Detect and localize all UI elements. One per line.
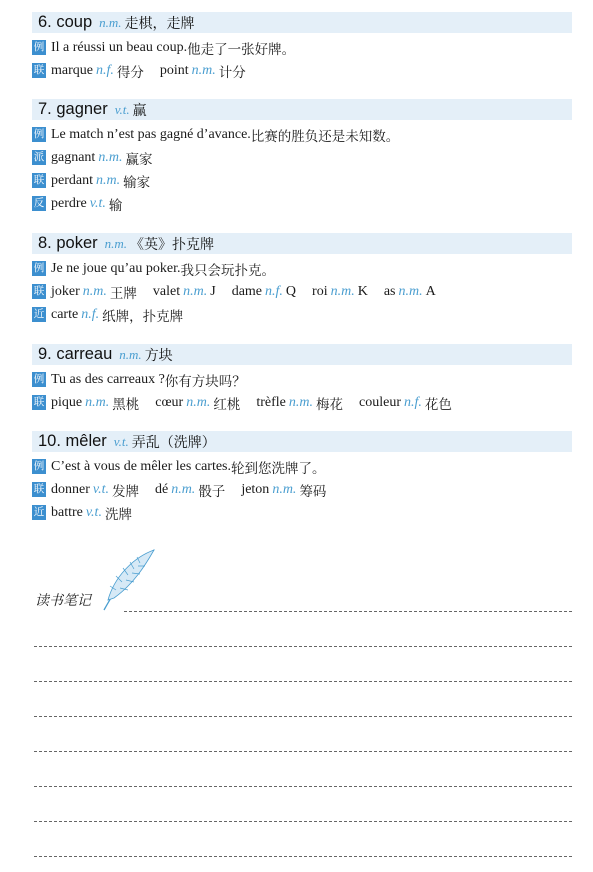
note-line <box>34 751 572 752</box>
chinese-text: 你有方块吗？ <box>164 373 246 390</box>
note-line <box>34 786 572 787</box>
part-of-speech: v.t. <box>85 504 102 520</box>
vocab-entry <box>32 12 572 82</box>
french-text: Tu as des carreaux ? <box>51 371 165 387</box>
french-text: carte <box>51 306 79 322</box>
part-of-speech: n.m. <box>95 172 121 188</box>
entry-line <box>32 478 572 501</box>
french-text: Le match n’est pas gagné d’avance. <box>51 126 251 142</box>
translation: 走棋，走牌 <box>124 15 195 32</box>
part-of-speech: n.m. <box>398 283 423 299</box>
part-of-speech: n.m. <box>330 283 355 299</box>
part-of-speech: n.m. <box>119 346 142 362</box>
line-badge: 例 <box>33 373 45 385</box>
part-of-speech: n.m. <box>98 149 123 165</box>
headword: 9. carreau <box>38 345 113 363</box>
chinese-text: 轮到您洗牌了。 <box>231 460 326 477</box>
chinese-text: 花色 <box>424 396 452 413</box>
note-line <box>34 646 572 647</box>
chinese-text: 输 <box>108 197 123 214</box>
headword: 6. coup <box>38 13 93 31</box>
note-line <box>34 681 572 682</box>
note-line <box>34 716 572 717</box>
part-of-speech: v.t. <box>114 101 130 117</box>
note-line <box>124 611 572 612</box>
french-text: trèfle <box>256 394 286 410</box>
feather-icon <box>98 548 158 612</box>
part-of-speech: n.f. <box>265 283 283 299</box>
part-of-speech: n.m. <box>82 283 107 299</box>
french-text: point <box>159 62 189 78</box>
translation: 弄乱（洗牌） <box>131 434 216 451</box>
entry-line <box>32 257 572 280</box>
entry-line <box>32 501 572 524</box>
translation: 《英》扑克牌 <box>130 236 215 253</box>
french-text: J <box>210 283 216 299</box>
french-text: donner <box>51 481 90 497</box>
french-text: battre <box>51 504 83 520</box>
chinese-text: 梅花 <box>316 396 344 413</box>
entry-line <box>32 146 572 169</box>
chinese-text: 得分 <box>116 64 144 81</box>
chinese-text: 他走了一张好牌。 <box>187 41 296 58</box>
french-text: dame <box>231 283 263 299</box>
part-of-speech: n.f. <box>95 62 114 78</box>
translation: 方块 <box>144 347 173 364</box>
french-text: jeton <box>241 481 270 497</box>
chinese-text: 纸牌，扑克牌 <box>102 308 184 325</box>
french-text: C’est à vous de mêler les cartes. <box>51 458 231 474</box>
chinese-text: 筹码 <box>299 483 327 500</box>
french-text: as <box>383 283 396 299</box>
part-of-speech: n.m. <box>288 394 314 410</box>
notes-title: 读书笔记 <box>35 593 91 609</box>
chinese-text: 骰子 <box>198 483 226 500</box>
vocab-entry <box>32 344 572 414</box>
french-text: perdant <box>51 172 93 188</box>
part-of-speech: n.m. <box>171 481 196 497</box>
part-of-speech: n.m. <box>99 14 122 30</box>
line-badge: 联 <box>33 285 45 297</box>
part-of-speech: v.t. <box>89 195 106 211</box>
line-badge: 联 <box>33 396 45 408</box>
part-of-speech: n.m. <box>191 62 216 78</box>
french-text: K <box>357 283 368 299</box>
entry-header <box>32 12 572 33</box>
french-text: Je ne joue qu’au poker. <box>51 260 181 276</box>
chinese-text: 计分 <box>218 64 246 81</box>
chinese-text: 输家 <box>123 174 151 191</box>
french-text: gagnant <box>51 149 96 165</box>
entry-line <box>32 36 572 59</box>
part-of-speech: v.t. <box>113 433 129 449</box>
chinese-text: 王牌 <box>109 285 137 302</box>
entry-header <box>32 431 572 452</box>
french-text: Il a réussi un beau coup. <box>51 39 188 55</box>
entry-line <box>32 280 572 303</box>
french-text: perdre <box>51 195 87 211</box>
entry-line <box>32 391 572 414</box>
entry-line <box>32 192 572 215</box>
entry-line <box>32 59 572 82</box>
chinese-text: 比赛的胜负还是未知数。 <box>250 128 400 145</box>
translation: 赢 <box>132 102 147 119</box>
entry-line <box>32 455 572 478</box>
line-badge: 近 <box>33 308 45 320</box>
line-badge: 例 <box>33 460 45 472</box>
french-text: cœur <box>155 394 184 410</box>
line-badge: 反 <box>33 197 45 209</box>
chinese-text: 赢家 <box>125 151 153 168</box>
part-of-speech: n.f. <box>81 306 100 322</box>
part-of-speech: n.f. <box>404 394 422 410</box>
headword: 10. mêler <box>38 432 107 450</box>
line-badge: 联 <box>33 64 45 76</box>
line-badge: 近 <box>33 506 45 518</box>
headword: 8. poker <box>38 234 98 252</box>
chinese-text: 洗牌 <box>104 506 132 523</box>
entry-line <box>32 368 572 391</box>
french-text: A <box>425 283 436 299</box>
note-line <box>34 821 572 822</box>
vocab-entry <box>32 431 572 524</box>
part-of-speech: v.t. <box>92 481 109 497</box>
part-of-speech: n.m. <box>85 394 110 410</box>
part-of-speech: n.m. <box>183 283 208 299</box>
part-of-speech: n.m. <box>186 394 211 410</box>
french-text: couleur <box>359 394 401 410</box>
entry-header <box>32 99 572 120</box>
entry-line <box>32 123 572 146</box>
vocab-entry <box>32 99 572 215</box>
entry-line <box>32 169 572 192</box>
entry-header <box>32 344 572 365</box>
chinese-text: 黑桃 <box>112 396 140 413</box>
part-of-speech: n.m. <box>104 235 128 251</box>
french-text: joker <box>51 283 80 299</box>
french-text: valet <box>152 283 181 299</box>
line-badge: 联 <box>33 483 45 495</box>
french-text: Q <box>285 283 297 299</box>
french-text: roi <box>312 283 328 299</box>
headword: 7. gagner <box>38 100 108 118</box>
line-badge: 例 <box>33 128 45 140</box>
french-text: marque <box>51 62 93 78</box>
line-badge: 联 <box>33 174 45 186</box>
entry-header <box>32 233 572 254</box>
line-badge: 例 <box>33 41 45 53</box>
note-line <box>34 856 572 857</box>
french-text: dé <box>154 481 169 497</box>
line-badge: 例 <box>33 262 45 274</box>
chinese-text: 红桃 <box>213 396 241 413</box>
chinese-text: 发牌 <box>111 483 139 500</box>
french-text: pique <box>51 394 83 410</box>
vocab-entry <box>32 233 572 326</box>
chinese-text: 我只会玩扑克。 <box>180 262 275 279</box>
entry-line <box>32 303 572 326</box>
part-of-speech: n.m. <box>272 481 297 497</box>
line-badge: 派 <box>33 151 45 163</box>
